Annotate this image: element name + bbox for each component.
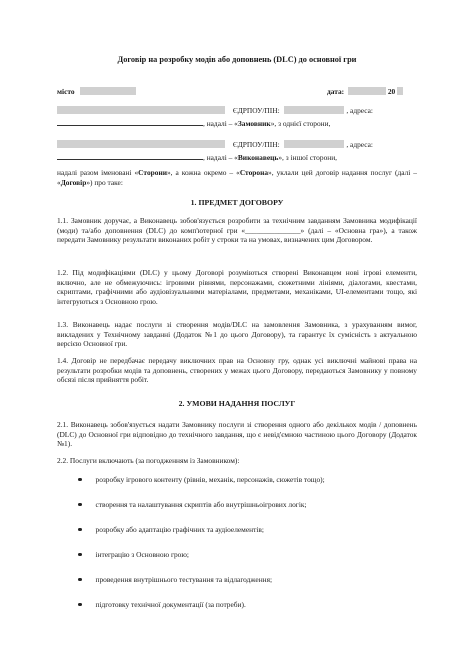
party2-line1 — [57, 140, 373, 149]
list-item: розробку або адаптацію графічних та аудіоелементів; — [78, 525, 264, 534]
section1-heading: 1. ПРЕДМЕТ ДОГОВОРУ — [190, 198, 284, 207]
party1-edrpou-field[interactable] — [284, 106, 344, 114]
list-item: проведення внутрішнього тестування та відлагодження; — [78, 575, 272, 584]
clause-1-4: 1.4. Договір не передбачає передачу виключних прав на Основну гру, однак усі виключні майнові права на результати розробки модів та доповнень, створених у межах цього Договору, передаються Замовнику у повному обсязі після прийняття робіт. — [57, 356, 417, 385]
date-label: дата: — [327, 87, 345, 96]
bullet-icon — [78, 478, 82, 482]
party1-name-field[interactable] — [57, 106, 225, 114]
party2-line2: , надалі – «Виконавець», з іншої сторони, — [57, 152, 337, 162]
party2-role: Виконавець — [237, 153, 279, 162]
clause-2-1: 2.1. Виконавець зобов'язується надати Замовнику послуги зі створення одного або декількох модів / доповнень (DLC) до Основної гри відповідно до технічного завдання, що є невід'ємною частиною цього Договору (Додаток №1). — [57, 420, 417, 449]
date-line — [327, 87, 403, 96]
list-item: створення та налаштування скриптів або внутрішньоігрових логік; — [78, 500, 307, 509]
party1-edrpou-label: ЄДРПОУ/ПІН: — [232, 106, 280, 115]
party1-address-label: , адреса: — [346, 106, 373, 115]
list-item: розробку ігрового контенту (рівнів, механік, персонажів, сюжетів тощо); — [78, 475, 325, 484]
party2-address-label: , адреса: — [346, 140, 373, 149]
clause-2-2: 2.2. Послуги включають (за погодженням із Замовником): — [57, 456, 240, 465]
list-item: інтеграцію з Основною грою; — [78, 550, 189, 559]
party2-edrpou-field[interactable] — [284, 140, 344, 148]
city-label: місто — [57, 87, 75, 96]
city-field[interactable] — [80, 87, 136, 95]
clause-1-3: 1.3. Виконавець надає послуги зі створення модів/DLC на замовлення Замовника, з урахуванням вимог, викладених у Технічному завданні (Додаток №1 до цього Договору), та гарантує їх сумісність з актуальною версією Основної гри. — [57, 320, 417, 349]
bullet-icon — [78, 578, 82, 582]
party1-line2: , надалі – «Замовник», з однієї сторони, — [57, 118, 330, 128]
bullet-icon — [78, 503, 82, 507]
party2-address-field[interactable] — [57, 152, 203, 160]
date-field[interactable] — [348, 87, 386, 95]
clause-1-1: 1.1. Замовник доручає, а Виконавець зобов'язується розробити за технічним завданням Замовника модифікації (моди) та/або доповнення (DLC) до комп'ютерної гри «_______________» (далі – «Основна гра»), а також передати Замовнику результати виконаних робіт у строки та на умовах, визначених цим Договором. — [57, 216, 417, 245]
bullet-icon — [78, 553, 82, 557]
year-field[interactable] — [397, 87, 403, 95]
list-item: підготовку технічної документації (за потреби). — [78, 600, 246, 609]
party1-line1 — [57, 106, 373, 115]
party2-name-field[interactable] — [57, 140, 225, 148]
party1-address-field[interactable] — [57, 118, 203, 126]
bullet-icon — [78, 603, 82, 607]
date-year: 20 — [387, 87, 396, 96]
city-line — [57, 87, 136, 96]
bullet-icon — [78, 528, 82, 532]
section2-heading: 2. УМОВИ НАДАННЯ ПОСЛУГ — [178, 399, 296, 408]
party1-role: Замовник — [237, 119, 271, 128]
intro-paragraph: надалі разом іменовані «Сторони», а кожна окремо – «Сторона», уклали цей договір надання послуг (далі – «Договір») про таке: — [57, 168, 417, 187]
clause-1-2: 1.2. Під модифікаціями (DLC) у цьому Договорі розуміються створені Виконавцем нові ігрові елементи, включно, але не обмежуючись: ігровими рівнями, персонажами, сюжетними лініями, діалогами, квестами, скриптами, графічними або аудіовізуальними матеріалами, предметами, механіками, UI-елементами тощо, які інтегруються з Основною грою. — [57, 268, 417, 306]
document-title: Договір на розробку модів або доповнень (DLC) до основної гри — [117, 55, 357, 64]
party2-edrpou-label: ЄДРПОУ/ПІН: — [232, 140, 280, 149]
